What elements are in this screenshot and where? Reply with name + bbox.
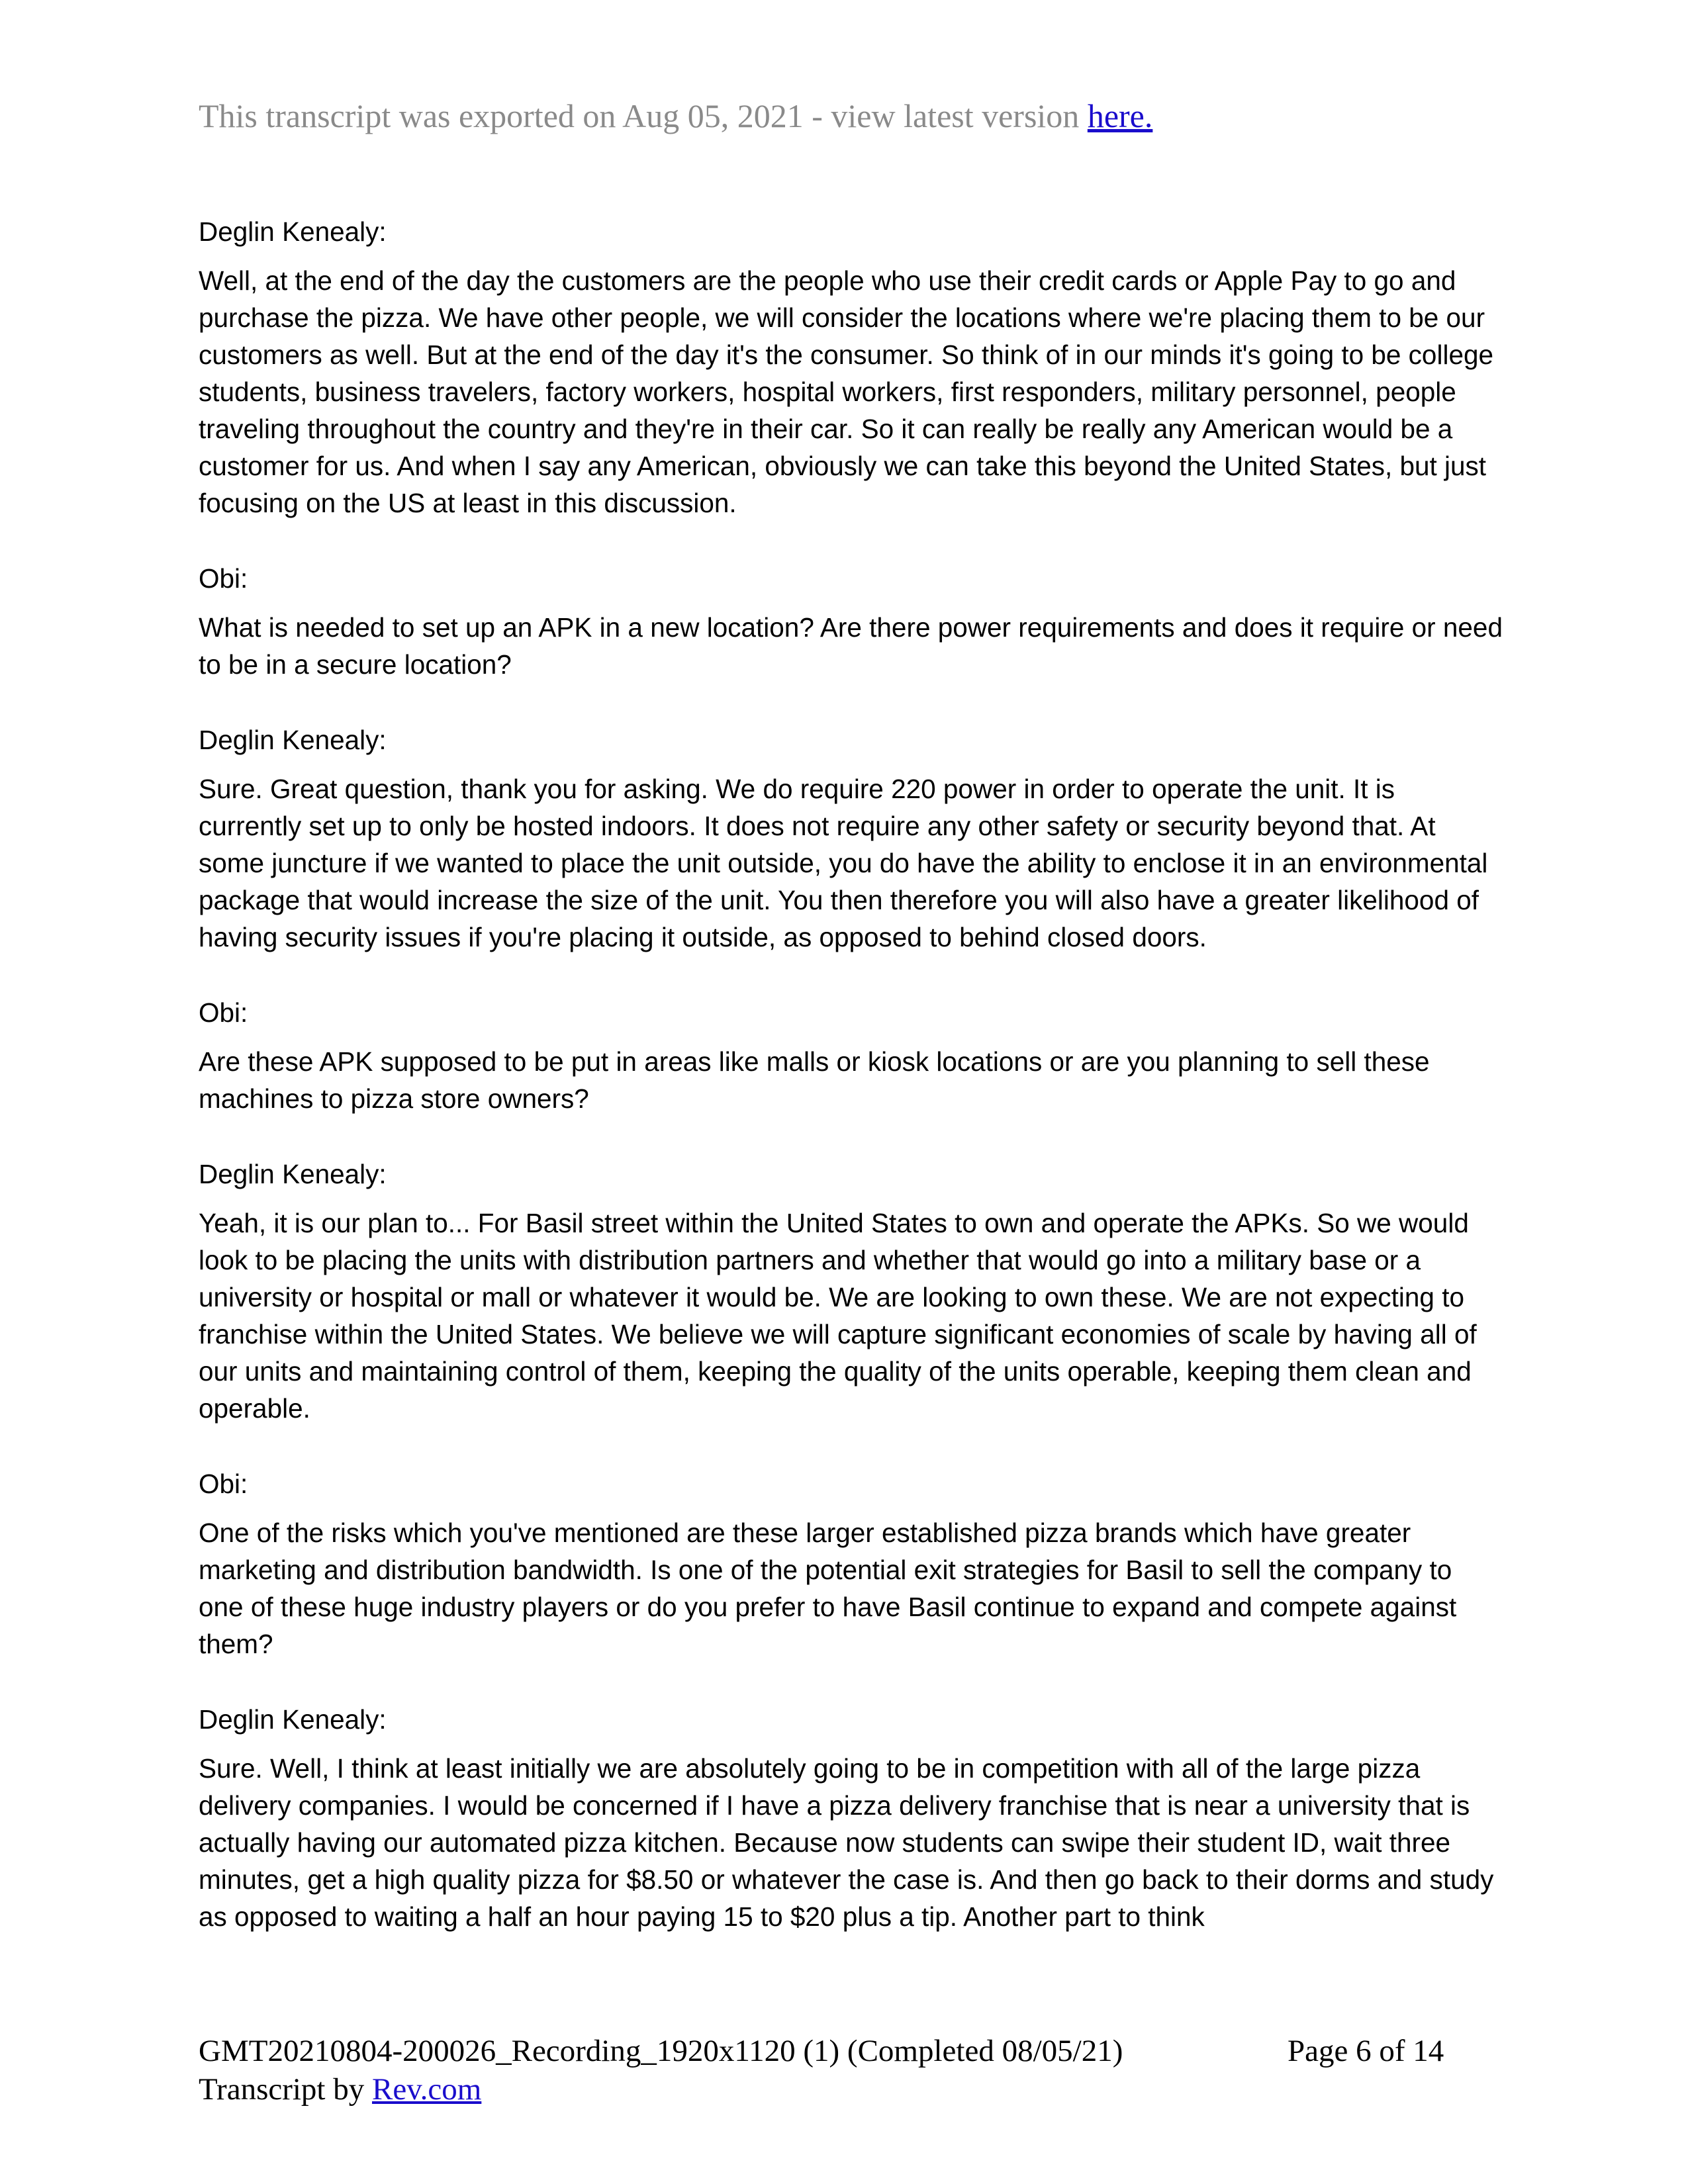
speaker-name: Obi: <box>199 1469 248 1499</box>
speaker-name: Deglin Kenealy: <box>199 725 387 755</box>
page-number: Page 6 of 14 <box>1288 2034 1444 2068</box>
speech-text: One of the risks which you've mentioned are these larger established pizza brands which have greater marketing and distribution bandwidth. Is one of the potential exit strategies for Basil to sell the company to one of these huge industry players or do you prefer to have Basil continue to expand and compete against them? <box>199 1518 1457 1659</box>
transcript-entry <box>199 994 1503 1117</box>
speaker-name: Obi: <box>199 563 248 594</box>
speech-text: Sure. Great question, thank you for asking. We do require 220 power in order to operate the unit. It is currently set up to only be hosted indoors. It does not require any other safety or security beyond that. At some juncture if we wanted to place the unit outside, you do have the ability to enclose it in an environmental package that would increase the size of the unit. You then therefore you will also have a greater likelihood of having security issues if you're placing it outside, as opposed to behind closed doors. <box>199 774 1488 952</box>
export-notice <box>199 97 1152 135</box>
rev-link[interactable]: Rev.com <box>372 2072 482 2107</box>
transcript-entry <box>199 1701 1503 1935</box>
transcript-entry <box>199 1156 1503 1427</box>
recording-info: GMT20210804-200026_Recording_1920x1120 (1) (Completed 08/05/21) <box>199 2034 1123 2068</box>
speech-text: Well, at the end of the day the customers are the people who use their credit cards or Apple Pay to go and purchase the pizza. We have other people, we will consider the locations where we're placing them to be our customers as well. But at the end of the day it's the consumer. So think of in our minds it's going to be college students, business travelers, factory workers, hospital workers, first responders, military personnel, people traveling throughout the country and they're in their car. So it can really be really any American would be a customer for us. And when I say any American, obviously we can take this beyond the United States, but just focusing on the US at least in this discussion. <box>199 265 1494 518</box>
transcript-credit <box>199 2070 1123 2109</box>
transcript-entry <box>199 560 1503 683</box>
view-latest-version-link[interactable]: here. <box>1087 97 1153 134</box>
transcript-body <box>199 213 1503 1974</box>
page-footer <box>199 2032 1444 2109</box>
speech-text: Sure. Well, I think at least initially we are absolutely going to be in competition with all of the large pizza delivery companies. I would be concerned if I have a pizza delivery franchise that is near a university that is actually having our automated pizza kitchen. Because now students can swipe their student ID, wait three minutes, get a high quality pizza for $8.50 or whatever the case is. And then go back to their dorms and study as opposed to waiting a half an hour paying 15 to $20 plus a tip. Another part to think <box>199 1753 1494 1932</box>
speaker-name: Deglin Kenealy: <box>199 1159 387 1189</box>
speaker-name: Obi: <box>199 997 248 1028</box>
export-notice-text: This transcript was exported on Aug 05, 2021 - view latest version <box>199 97 1088 134</box>
transcript-entry <box>199 1465 1503 1662</box>
transcript-entry <box>199 213 1503 522</box>
speech-text: What is needed to set up an APK in a new location? Are there power requirements and does it require or need to be in a secure location? <box>199 612 1503 680</box>
speaker-name: Deglin Kenealy: <box>199 216 387 247</box>
speech-text: Yeah, it is our plan to... For Basil street within the United States to own and operate the APKs. So we would look to be placing the units with distribution partners and whether that would go into a military base or a university or hospital or mall or whatever it would be. We are looking to own these. We are not expecting to franchise within the United States. We believe we will capture significant economies of scale by having all of our units and maintaining control of them, keeping the quality of the units operable, keeping them clean and operable. <box>199 1208 1477 1424</box>
transcript-entry <box>199 721 1503 956</box>
speaker-name: Deglin Kenealy: <box>199 1704 387 1735</box>
speech-text: Are these APK supposed to be put in areas like malls or kiosk locations or are you planning to sell these machines to pizza store owners? <box>199 1046 1430 1114</box>
transcript-credit-text: Transcript by <box>199 2072 372 2107</box>
